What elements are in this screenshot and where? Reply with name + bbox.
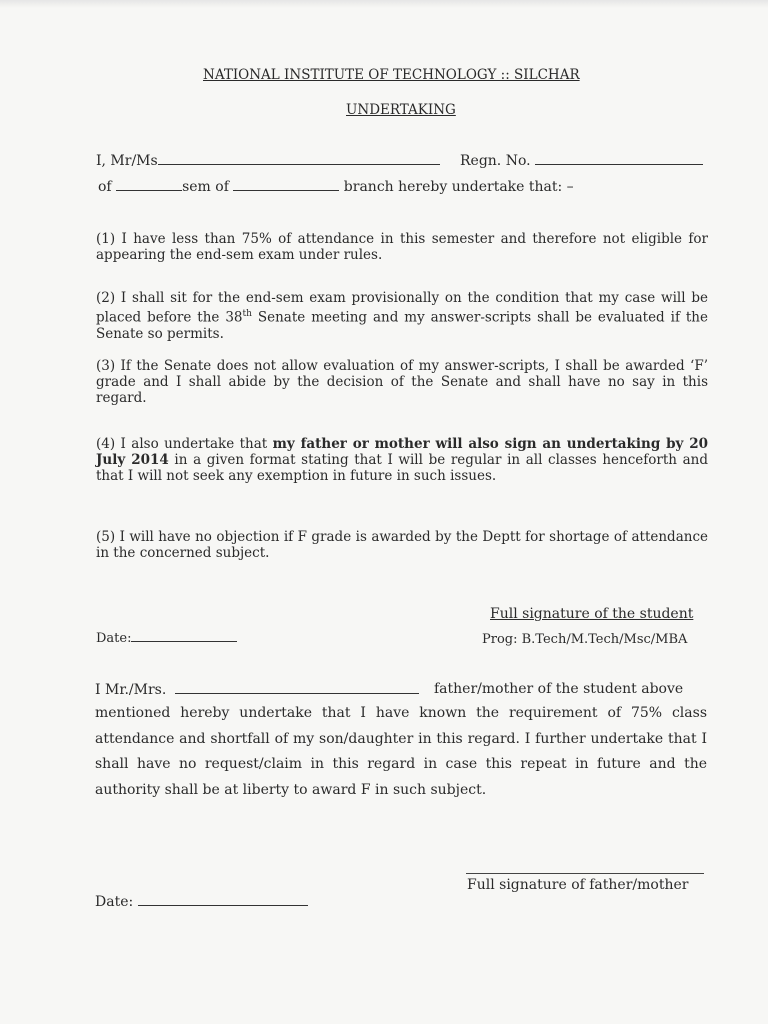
- branch-field[interactable]: [233, 177, 339, 191]
- parent-name-line: [95, 680, 419, 698]
- student-date-label: Date:: [96, 631, 132, 646]
- parent-date-label: Date:: [95, 894, 134, 910]
- scan-edge: [0, 0, 768, 8]
- student-name-field[interactable]: [158, 151, 440, 165]
- regn-no-field[interactable]: [535, 151, 703, 165]
- clause-4-text-b: in a given format stating that I will be regular in all classes henceforth and that I will not seek any exemption in future in such issues.: [96, 452, 708, 484]
- regn-no-line: [460, 151, 703, 169]
- parent-undertaking-text: mentioned hereby undertake that I have known the requirement of 75% class attendance and shortfall of my son/daughter in this regard. I further undertake that I shall have no request/claim in this regard in case this repeat in future and the authority shall be at liberty to award F in such subject.: [95, 705, 707, 798]
- clause-4: [96, 436, 708, 484]
- programme-label: Prog: B.Tech/M.Tech/Msc/MBA: [482, 632, 688, 647]
- clause-1: (1) I have less than 75% of attendance in this semester and therefore not eligible for appearing the end-sem exam under rules.: [96, 231, 708, 263]
- student-name-label: I, Mr/Ms: [96, 153, 158, 169]
- regn-no-label: Regn. No.: [460, 153, 531, 169]
- semester-branch-line: [98, 177, 574, 195]
- student-name-line: [96, 151, 440, 169]
- clause-2-text-b: Senate meeting and my answer-scripts shall be evaluated if the Senate so permits.: [96, 309, 708, 342]
- parent-date-field[interactable]: [138, 892, 308, 906]
- clause-2-superscript: th: [242, 309, 252, 319]
- clause-4-bold-text: my father or mother will also sign an undertaking by 20 July 2014: [96, 436, 708, 468]
- parent-signature-line[interactable]: [466, 873, 704, 874]
- branch-undertake-text: branch hereby undertake that: –: [343, 179, 574, 195]
- parent-date-line: [95, 892, 308, 910]
- student-date-line: [96, 628, 237, 646]
- clause-5: (5) I will have no objection if F grade is awarded by the Deptt for shortage of attendance in the concerned subject.: [96, 529, 708, 561]
- of-label: of: [98, 179, 112, 195]
- clause-2-text-a: (2) I shall sit for the end-sem exam provisionally on the condition that my case will be placed before the 38: [96, 290, 708, 326]
- parent-name-label: I Mr./Mrs.: [95, 682, 167, 698]
- institute-heading: NATIONAL INSTITUTE OF TECHNOLOGY :: SILCHAR: [203, 67, 580, 83]
- sem-of-label: sem of: [182, 179, 229, 195]
- parent-signature-label: Full signature of father/mother: [467, 877, 689, 893]
- student-date-field[interactable]: [131, 628, 237, 642]
- student-signature-label: Full signature of the student: [490, 606, 694, 622]
- parent-relation-text: father/mother of the student above: [434, 681, 684, 697]
- semester-field[interactable]: [116, 177, 182, 191]
- clause-2: [96, 290, 708, 342]
- document-title: UNDERTAKING: [346, 102, 456, 118]
- clause-4-text-a: (4) I also undertake that: [96, 436, 273, 452]
- clause-3: (3) If the Senate does not allow evaluation of my answer-scripts, I shall be awarded ‘F’ grade and I shall abide by the decision of the Senate and shall have no say in this regard.: [96, 358, 708, 406]
- parent-name-field[interactable]: [175, 680, 419, 694]
